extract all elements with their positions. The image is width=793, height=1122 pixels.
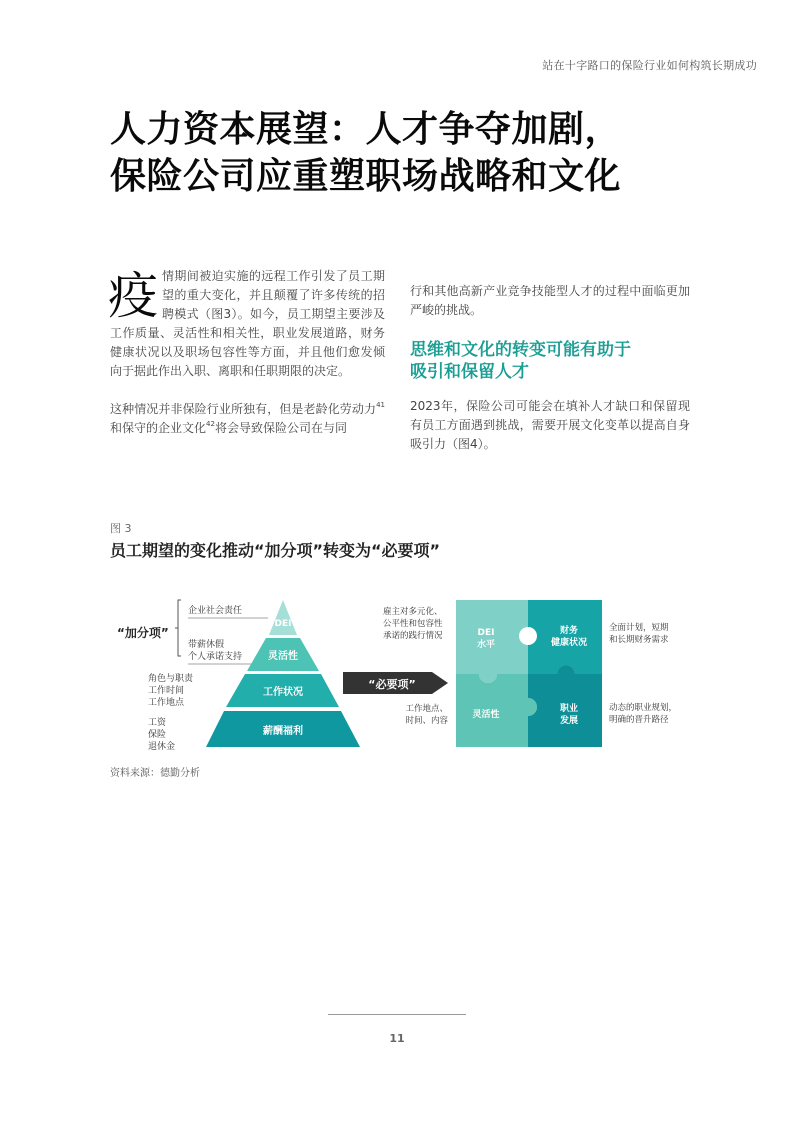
note-wage: 工资 (148, 718, 167, 728)
subheading-line-1: 思维和文化的转变可能有助于 (410, 340, 631, 360)
figure-diagram (0, 580, 793, 760)
figure-source: 资料来源：德勤分析 (110, 768, 200, 779)
note-csr: 企业社会责任 (188, 606, 243, 616)
figure-label: 图 3 (110, 522, 132, 535)
paragraph-aging-text-b: 和保守的企业文化 (110, 421, 207, 435)
note-flex-1: 工作地点、 (405, 704, 448, 714)
note-finance-1: 全面计划，短期 (609, 623, 669, 633)
plus-bracket (175, 600, 181, 656)
must-items-label: “必要项” (368, 678, 416, 691)
puzzle-label-finance-2: 健康状况 (550, 638, 588, 648)
running-header: 站在十字路口的保险行业如何构筑长期成功 (542, 59, 757, 72)
pyramid-label-flex: 灵活性 (268, 651, 298, 662)
pyramid-label-dei: DEI (274, 619, 292, 629)
note-career-2: 明确的晋升路径 (609, 715, 669, 725)
puzzle-label-dei-2: 水平 (476, 640, 496, 650)
footnote-ref-42: 42 (206, 420, 215, 428)
subheading-line-2: 吸引和保留人才 (410, 362, 529, 382)
puzzle-label-finance-1: 财务 (559, 626, 579, 636)
puzzle-label-dei-1: DEI (477, 628, 495, 638)
puzzle-label-career-1: 职业 (559, 704, 579, 714)
section-subheading (410, 339, 690, 383)
right-column (410, 282, 690, 473)
note-role: 角色与职责 (148, 674, 194, 684)
paragraph-intro-text: 情期间被迫实施的远程工作引发了员工期望的重大变化，并且颠覆了许多传统的招聘模式（图3）。如今，员工期望主要涉及工作质量、灵活性和相关性，职业发展道路，财务健康状况以及职场包容性等方面，并且他们愈发倾向于据此作出入职、离职和任职期限的决定。 (110, 269, 385, 378)
paragraph-aging-text-a: 这种情况并非保险行业所独有，但是老龄化劳动力 (110, 402, 377, 416)
note-dei-1: 雇主对多元化、 (383, 607, 443, 617)
paragraph-continued: 行和其他高新产业竞争技能型人才的过程中面临更加严峻的挑战。 (410, 284, 690, 317)
note-dei-3: 承诺的践行情况 (383, 631, 443, 641)
paragraph-2023: 2023年，保险公司可能会在填补人才缺口和保留现有员工方面遇到挑战，需要开展文化变革以提高自身吸引力（图4）。 (410, 399, 690, 451)
page-title (110, 106, 750, 200)
pyramid-label-pay: 薪酬福利 (263, 726, 303, 737)
note-insurance: 保险 (148, 730, 167, 740)
paragraph-intro (110, 267, 385, 381)
drop-cap: 疫 (108, 267, 158, 325)
footnote-ref-41: 41 (376, 401, 385, 409)
note-career-1: 动态的职业规划， (609, 703, 678, 713)
note-flex-2: 时间、内容 (405, 716, 448, 726)
footer-divider (328, 1014, 466, 1015)
note-location: 工作地点 (148, 698, 185, 708)
page-title-line-1: 人力资本展望：人才争夺加剧， (110, 109, 622, 150)
page-number: 11 (389, 1032, 405, 1045)
note-paid-leave: 带薪休假 (188, 640, 225, 650)
note-personal-commit: 个人承诺支持 (188, 652, 243, 662)
page-title-line-2: 保险公司应重塑职场战略和文化 (110, 156, 622, 197)
paragraph-aging-text-c: 将会导致保险公司在与同 (214, 421, 347, 435)
paragraph-aging (110, 400, 385, 438)
puzzle-piece-finance (528, 600, 602, 674)
figure-title: 员工期望的变化推动“加分项”转变为“必要项” (110, 541, 441, 560)
puzzle-label-flex: 灵活性 (472, 710, 500, 720)
plus-items-label: “加分项” (117, 626, 169, 640)
note-pension: 退休金 (148, 742, 176, 752)
left-column (110, 267, 385, 457)
puzzle-label-career-2: 发展 (559, 716, 579, 726)
note-dei-2: 公平性和包容性 (383, 619, 443, 629)
note-finance-2: 和长期财务需求 (609, 635, 669, 645)
note-hours: 工作时间 (148, 686, 185, 696)
pyramid-tier-dei (269, 600, 297, 635)
pyramid-label-work: 工作状况 (263, 687, 303, 698)
